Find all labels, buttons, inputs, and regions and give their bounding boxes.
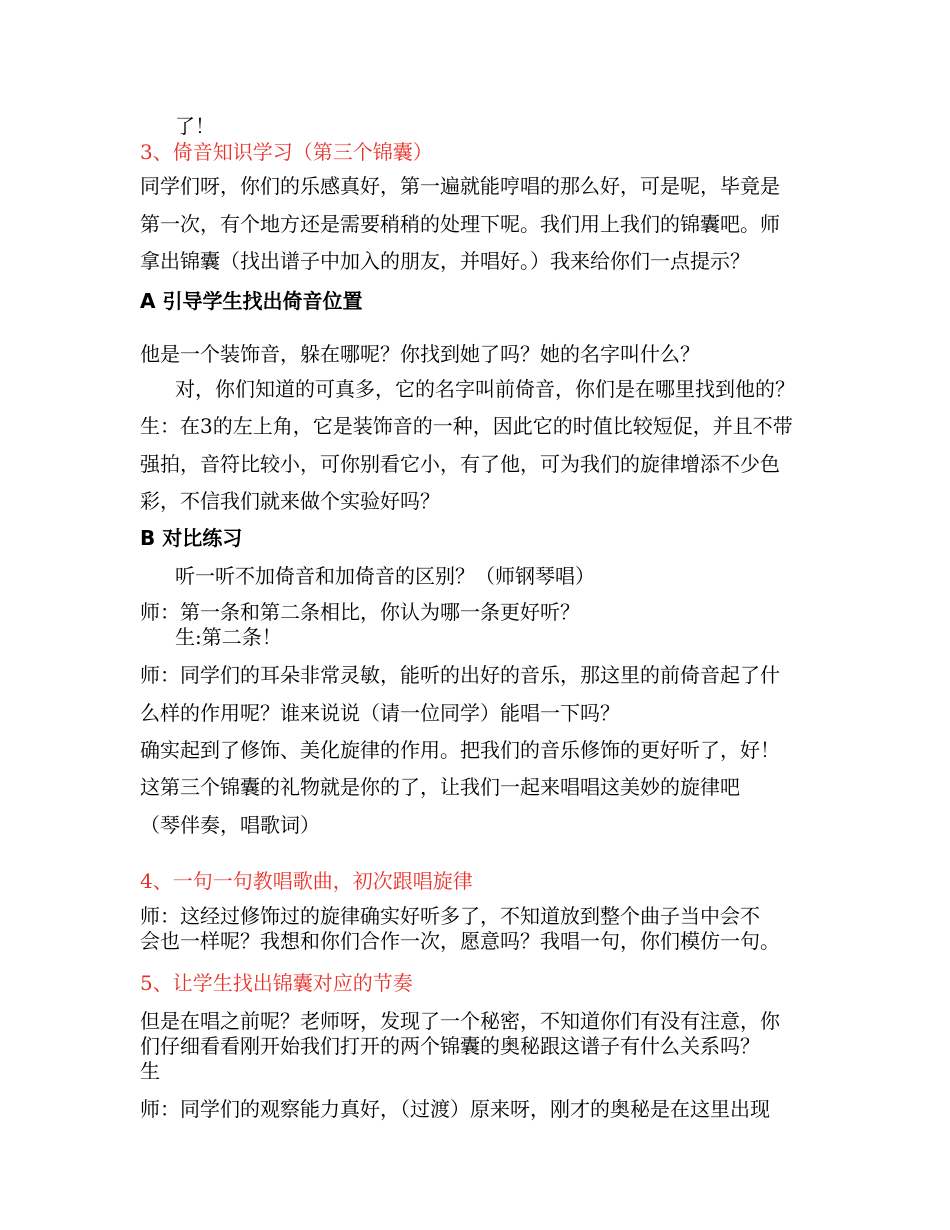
text-line: 们仔细看看刚开始我们打开的两个锦囊的奥秘跟这谱子有什么关系吗？ xyxy=(140,1034,760,1058)
text-line: 师：同学们的观察能力真好，（过渡）原来呀，刚才的奥秘是在这里出现 xyxy=(140,1097,770,1121)
text-line: 听一听不加倚音和加倚音的区别？（师钢琴唱） xyxy=(175,564,595,588)
text-line: 对，你们知道的可真多，它的名字叫前倚音，你们是在哪里找到他的？ xyxy=(175,377,795,401)
text-line: 师：第一条和第二条相比，你认为哪一条更好听？ xyxy=(140,600,580,624)
text-line: 生 xyxy=(140,1059,160,1083)
section-heading-3: 3、倚音知识学习（第三个锦囊） xyxy=(140,140,433,164)
text-line: 第一次，有个地方还是需要稍稍的处理下呢。我们用上我们的锦囊吧。师 xyxy=(140,212,780,236)
text-line: （琴伴奏，唱歌词） xyxy=(140,813,320,837)
text-line: 拿出锦囊（找出谱子中加入的朋友，并唱好。）我来给你们一点提示？ xyxy=(140,249,750,273)
text-line: 师：这经过修饰过的旋律确实好听多了，不知道放到整个曲子当中会不 xyxy=(140,904,760,928)
section-heading-5: 5、让学生找出锦囊对应的节奏 xyxy=(140,971,413,995)
section-heading-4: 4、一句一句教唱歌曲，初次跟唱旋律 xyxy=(140,869,473,893)
text-line: 这第三个锦囊的礼物就是你的了，让我们一起来唱唱这美妙的旋律吧 xyxy=(140,775,740,799)
subheading-a: A 引导学生找出倚音位置 xyxy=(140,289,363,313)
text-line: 彩，不信我们就来做个实验好吗？ xyxy=(140,489,440,513)
text-line: 强拍，音符比较小，可你别看它小，有了他，可为我们的旋律增添不少色 xyxy=(140,452,780,476)
text-line: 会也一样呢？我想和你们合作一次，愿意吗？我唱一句，你们模仿一句。 xyxy=(140,929,780,953)
text-line: 确实起到了修饰、美化旋律的作用。把我们的音乐修饰的更好听了，好！ xyxy=(140,738,780,762)
text-line: 同学们呀，你们的乐感真好，第一遍就能哼唱的那么好，可是呢，毕竟是 xyxy=(140,174,780,198)
text-line: 生:第二条！ xyxy=(175,625,282,649)
text-line: 他是一个装饰音，躲在哪呢？你找到她了吗？她的名字叫什么？ xyxy=(140,342,700,366)
text-line: 么样的作用呢？谁来说说（请一位同学）能唱一下吗？ xyxy=(140,701,620,725)
subheading-b: B 对比练习 xyxy=(140,526,243,550)
text-line: 师：同学们的耳朵非常灵敏，能听的出好的音乐，那这里的前倚音起了什 xyxy=(140,663,780,687)
text-line: 生：在3的左上角，它是装饰音的一种，因此它的时值比较短促，并且不带 xyxy=(140,414,793,438)
text-line: 但是在唱之前呢？老师呀，发现了一个秘密，不知道你们有没有注意，你 xyxy=(140,1009,780,1033)
text-line: 了！ xyxy=(175,114,215,138)
